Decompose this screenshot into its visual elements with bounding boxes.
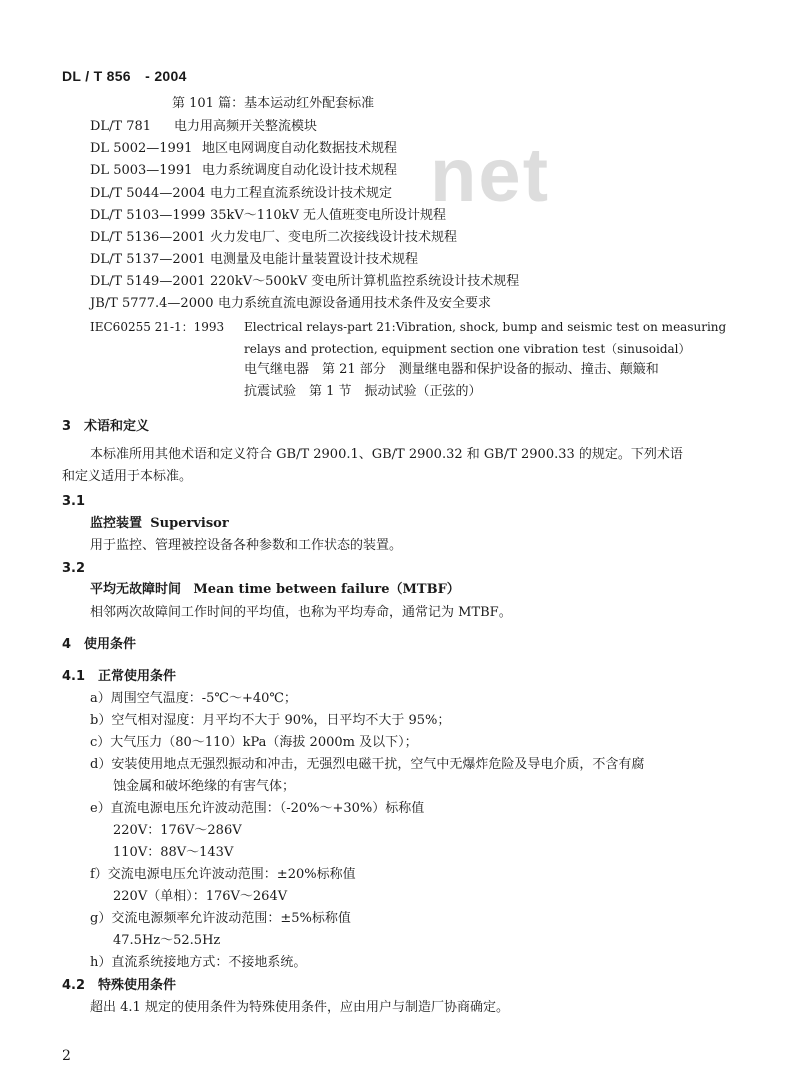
iec-reference-chinese-title: 电气继电器 第 21 部分 测量继电器和保护设备的振动、撞击、颠簸和 — [244, 362, 659, 377]
reference-title: 电力工程直流系统设计技术规定 — [210, 186, 393, 201]
reference-code: DL/T 5103—1999 — [90, 208, 206, 223]
condition-item-f: f）交流电源电压允许波动范围：±20%标称值 — [90, 867, 356, 882]
reference-code: DL/T 5044—2004 — [90, 186, 206, 201]
section-3-heading: 3 术语和定义 — [62, 419, 150, 434]
term-3-1 — [90, 516, 229, 532]
term-3-2-chinese: 平均无故障时间 — [90, 582, 182, 597]
condition-item-e-110v: 110V：88V～143V — [113, 845, 234, 860]
reference-item — [90, 274, 519, 290]
watermark: net — [430, 133, 550, 218]
section-3-intro: 本标准所用其他术语和定义符合 GB/T 2900.1、GB/T 2900.32 和 GB/T 2900.33 的规定。下列术语 — [90, 447, 683, 462]
reference-title: 第 101 篇：基本运动红外配套标准 — [172, 96, 375, 111]
reference-item — [90, 208, 446, 224]
section-4-2-text: 超出 4.1 规定的使用条件为特殊使用条件，应由用户与制造厂协商确定。 — [90, 1000, 509, 1015]
condition-item-g: g）交流电源频率允许波动范围：±5%标称值 — [90, 911, 351, 926]
reference-title: 220kV～500kV 变电所计算机监控系统设计技术规程 — [210, 274, 520, 289]
reference-item — [172, 96, 374, 112]
reference-title: 电力系统直流电源设备通用技术条件及安全要求 — [218, 296, 492, 311]
reference-item — [90, 296, 491, 312]
reference-title: 电力系统调度自动化设计技术规程 — [202, 163, 398, 178]
iec-reference-english-title-cont: relays and protection, equipment section one vibration test（sinusoidal） — [244, 342, 691, 356]
page-number: 2 — [62, 1048, 71, 1064]
reference-code: DL/T 781 — [90, 119, 152, 134]
reference-code: JB/T 5777.4—2000 — [90, 296, 214, 311]
condition-item-f-range: 220V（单相）：176V～264V — [113, 889, 288, 904]
reference-item — [90, 252, 418, 268]
iec-reference — [90, 319, 726, 335]
condition-item-b: b）空气相对湿度：月平均不大于 90%，日平均不大于 95%； — [90, 713, 451, 728]
term-3-1-chinese: 监控装置 — [90, 516, 143, 531]
reference-item — [90, 141, 397, 157]
condition-item-g-range: 47.5Hz～52.5Hz — [113, 933, 221, 948]
reference-title: 电测量及电能计量装置设计技术规程 — [210, 252, 419, 267]
document-number-header: DL / T 856 - 2004 — [62, 68, 187, 84]
section-4-heading: 4 使用条件 — [62, 637, 137, 652]
reference-item — [90, 230, 457, 246]
condition-item-d: d）安装使用地点无强烈振动和冲击，无强烈电磁干扰，空气中无爆炸危险及导电介质，不含有腐 — [90, 757, 645, 772]
reference-title: 电力用高频开关整流模块 — [174, 119, 318, 134]
condition-item-c: c）大气压力（80～110）kPa（海拔 2000m 及以下）； — [90, 735, 418, 750]
term-3-1-english: Supervisor — [150, 516, 229, 531]
section-4-2-heading: 4.2 特殊使用条件 — [62, 978, 177, 993]
section-3-intro-cont: 和定义适用于本标准。 — [62, 469, 193, 484]
reference-item — [90, 186, 392, 202]
reference-code: DL 5002—1991 — [90, 141, 193, 156]
term-3-2 — [90, 582, 460, 598]
term-3-2-number: 3.2 — [62, 561, 86, 576]
condition-item-d-cont: 蚀金属和破坏绝缘的有害气体； — [113, 779, 296, 794]
reference-code: DL/T 5149—2001 — [90, 274, 206, 289]
iec-reference-english-title: Electrical relays-part 21:Vibration, shock, bump and seismic test on measuring — [244, 320, 727, 334]
reference-code: DL 5003—1991 — [90, 163, 193, 178]
condition-item-a: a）周围空气温度：-5℃～+40℃； — [90, 691, 297, 706]
iec-reference-chinese-title-cont: 抗震试验 第 1 节 振动试验（正弦的） — [244, 384, 482, 399]
condition-item-e: e）直流电源电压允许波动范围：（-20%～+30%）标称值 — [90, 801, 425, 816]
iec-reference-code: IEC60255 21-1：1993 — [90, 320, 225, 334]
condition-item-h: h）直流系统接地方式：不接地系统。 — [90, 955, 307, 970]
reference-title: 35kV～110kV 无人值班变电所设计规程 — [210, 208, 447, 223]
reference-title: 地区电网调度自动化数据技术规程 — [202, 141, 398, 156]
reference-item — [90, 119, 317, 135]
term-3-1-definition: 用于监控、管理被控设备各种参数和工作状态的装置。 — [90, 538, 403, 553]
reference-code: DL/T 5137—2001 — [90, 252, 206, 267]
reference-item — [90, 163, 397, 179]
reference-title: 火力发电厂、变电所二次接线设计技术规程 — [210, 230, 458, 245]
reference-code: DL/T 5136—2001 — [90, 230, 206, 245]
condition-item-e-220v: 220V：176V～286V — [113, 823, 242, 838]
term-3-2-english: Mean time between failure（MTBF） — [193, 582, 460, 597]
term-3-1-number: 3.1 — [62, 494, 86, 509]
term-3-2-definition: 相邻两次故障间工作时间的平均值，也称为平均寿命，通常记为 MTBF。 — [90, 605, 512, 620]
section-4-1-heading: 4.1 正常使用条件 — [62, 669, 177, 684]
